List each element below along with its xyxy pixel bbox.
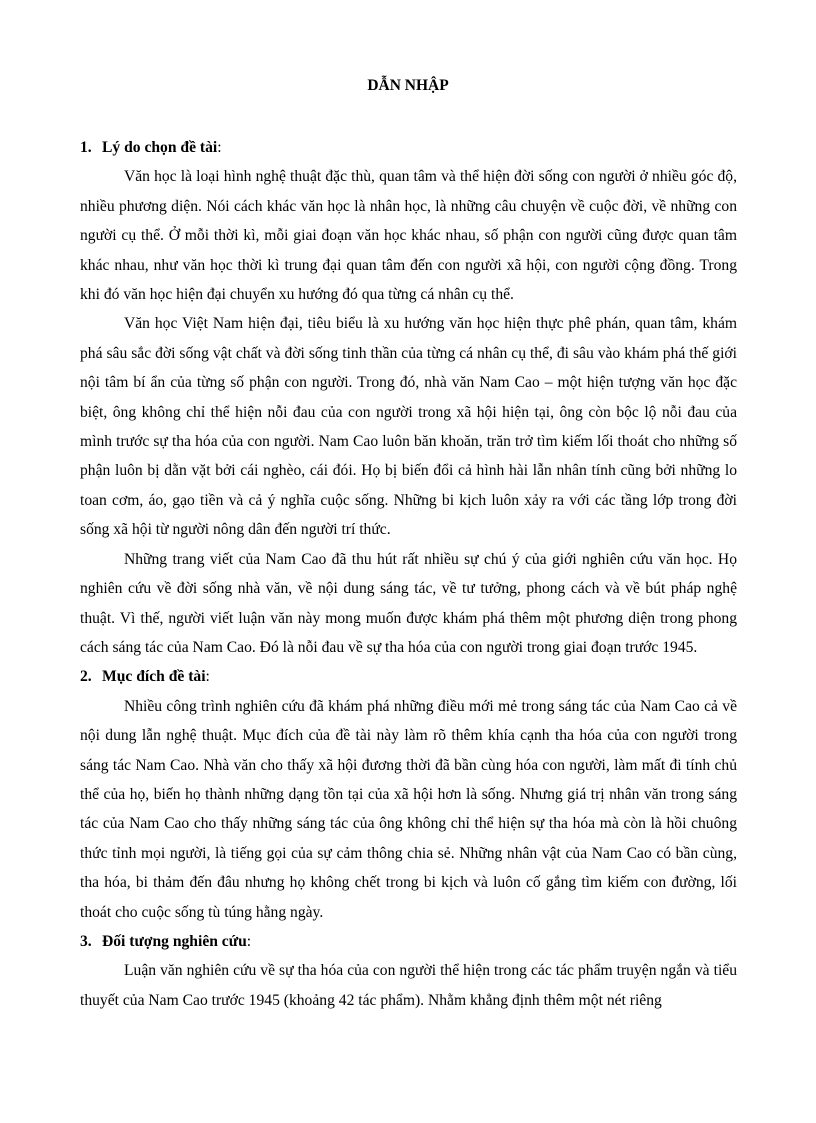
document-title: DẪN NHẬP: [367, 77, 449, 94]
paragraph: Văn học Việt Nam hiện đại, tiêu biểu là xu hướng văn học hiện thực phê phán, quan tâm, khám phá sâu sắc đời sống vật chất và đời sống tinh thần của từng cá nhân cụ thể, đi sâu vào khám phá thế giới nội tâm bí ẩn của từng số phận con người. Trong đó, nhà văn Nam Cao – một hiện tượng văn học đặc biệt, ông không chỉ thể hiện nỗi đau của con người trong xã hội hiện tại, ông còn bộc lộ nỗi đau của mình trước sự tha hóa của con người. Nam Cao luôn băn khoăn, trăn trở tìm kiếm lối thoát cho những số phận luôn bị dằn vặt bởi cái nghèo, cái đói. Họ bị biến đổi cả hình hài lẫn nhân tính cũng bởi những lo toan cơm, áo, gạo tiền và cả ý nghĩa cuộc sống. Những bi kịch luôn xảy ra với các tầng lớp trong đời sống xã hội từ người nông dân đến người trí thức.: [80, 315, 737, 539]
section-heading-3: [80, 927, 737, 956]
paragraph: Nhiều công trình nghiên cứu đã khám phá những điều mới mẻ trong sáng tác của Nam Cao cả về nội dung lẫn nghệ thuật. Mục đích của đề tài này làm rõ thêm khía cạnh tha hóa của con người trong sáng tác Nam Cao. Nhà văn cho thấy xã hội đương thời đã bần cùng hóa con người, làm mất đi tính chủ thể của họ, biến họ thành những dạng tồn tại của xã hội hơn là sống. Nhưng giá trị nhân văn trong sáng tác của Nam Cao cho thấy những sáng tác của ông không chỉ thể hiện sự tha hóa mà còn là hồi chuông thức tỉnh mọi người, là tiếng gọi của sự cảm thông chia sẻ. Những nhân vật của Nam Cao có bần cùng, tha hóa, bi thảm đến đâu nhưng họ không chết trong bi kịch và luôn cố gắng tìm kiếm con đường, lối thoát cho cuộc sống tù túng hằng ngày.: [80, 697, 737, 921]
heading-colon: :: [205, 668, 210, 686]
section-number: 3.: [80, 932, 92, 950]
section-number: 2.: [80, 668, 92, 686]
section-title: Đối tượng nghiên cứu: [102, 932, 247, 950]
section-number: 1.: [80, 139, 92, 156]
paragraph: Văn học là loại hình nghệ thuật đặc thù, quan tâm và thể hiện đời sống con người ở nhiều góc độ, nhiều phương diện. Nói cách khác văn học là nhân học, là những câu chuyện về cuộc đời, về những con người cụ thể. Ở mỗi thời kì, mỗi giai đoạn văn học khác nhau, số phận con người cũng được quan tâm khác nhau, như văn học thời kì trung đại quan tâm đến con người xã hội, con người cộng đồng. Trong khi đó văn học hiện đại chuyển xu hướng đó qua từng cá nhân cụ thể.: [80, 168, 737, 304]
section-heading-2: [80, 662, 737, 691]
paragraph: Những trang viết của Nam Cao đã thu hút rất nhiều sự chú ý của giới nghiên cứu văn học. Họ nghiên cứu về đời sống nhà văn, về nội dung sáng tác, về tư tưởng, phong cách và về bút pháp nghệ thuật. Vì thế, người viết luận văn này mong muốn được khám phá thêm một phương diện trong phong cách sáng tác của Nam Cao. Đó là nỗi đau về sự tha hóa của con người trong giai đoạn trước 1945.: [80, 550, 737, 656]
paragraph: Luận văn nghiên cứu về sự tha hóa của con người thể hiện trong các tác phẩm truyện ngắn và tiểu thuyết của Nam Cao trước 1945 (khoảng 42 tác phẩm). Nhằm khẳng định thêm một nét riêng: [80, 962, 737, 1009]
heading-colon: :: [246, 932, 252, 950]
section-title: Mục đích đề tài: [102, 668, 206, 686]
document-body: [80, 133, 737, 1015]
heading-colon: :: [217, 139, 222, 156]
section-title: Lý do chọn đề tài: [102, 139, 218, 156]
section-heading-1: [80, 133, 737, 162]
